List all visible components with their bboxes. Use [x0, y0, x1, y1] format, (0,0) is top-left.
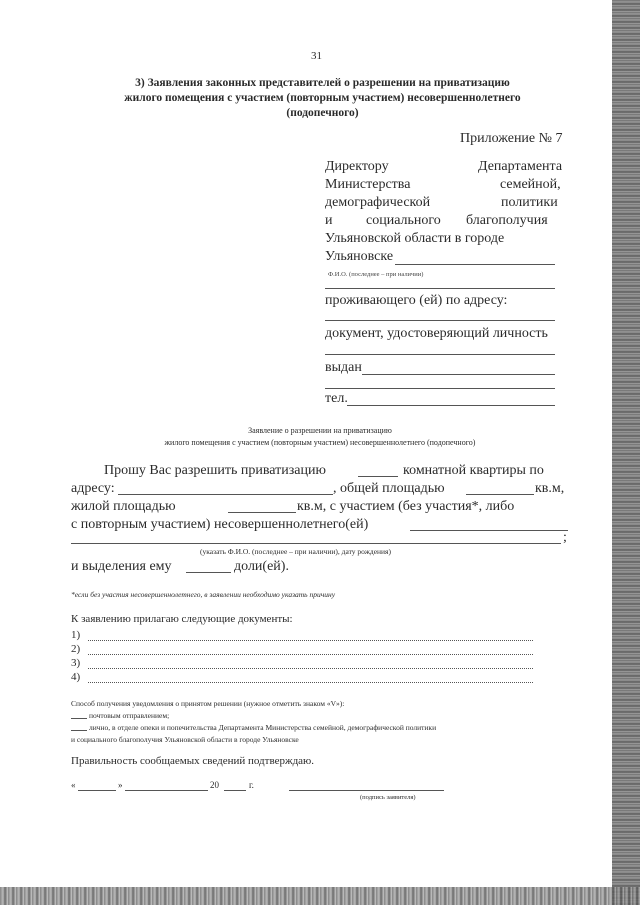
addressee-line4-c: благополучия [466, 213, 548, 228]
attachment-item-1: 1) [71, 629, 81, 641]
body-line1-a: Прошу Вас разрешить приватизацию [104, 463, 326, 478]
date-year-prefix: 20 [210, 780, 219, 790]
attachments-intro: К заявлению прилагаю следующие документы: [71, 613, 293, 625]
date-year-rule [224, 790, 246, 791]
page-number: 31 [311, 50, 322, 62]
issued-label: выдан [325, 360, 362, 375]
confirmation-text: Правильность сообщаемых сведений подтверждаю. [71, 755, 315, 767]
notification-option-2-line2: и социального благополучия Ульяновской области в городе Ульяновске [71, 735, 299, 744]
attachment-rule-4 [88, 682, 533, 683]
body-line5-end: ; [563, 530, 567, 545]
scan-edge-right [612, 0, 640, 905]
issued-rule-2 [325, 388, 555, 389]
addressee-line6: Ульяновске [325, 249, 394, 264]
appendix-label: Приложение № 7 [460, 131, 563, 146]
minor-name-rule [410, 530, 568, 531]
heading-line-2: жилого помещения с участием (повторным участием) несовершеннолетнего [124, 92, 521, 104]
body-line2-c: кв.м, [535, 481, 565, 496]
phone-label: тел. [325, 391, 348, 406]
addressee-line3-right: политики [501, 195, 558, 210]
body-line3-b: кв.м, с участием (без участия*, либо [297, 499, 515, 514]
minor-name-rule-2 [71, 543, 561, 544]
statement-title [0, 425, 640, 449]
addressee-line4-b: социального [366, 213, 441, 228]
issued-rule [362, 374, 555, 375]
addressee-name-rule [395, 264, 555, 265]
scan-edge-bottom [0, 887, 640, 905]
body-line4: с повторным участием) несовершеннолетнего(ей) [71, 517, 369, 532]
attachment-rule-1 [88, 640, 533, 641]
addressee-line2-right: семейной, [500, 177, 561, 192]
notification-option-1: почтовым отправлением; [89, 711, 170, 720]
attachment-item-3: 3) [71, 657, 81, 669]
notification-intro: Способ получения уведомления о принятом решении (нужное отметить знаком «V»): [71, 699, 345, 708]
total-area-rule [466, 494, 534, 495]
attachment-rule-3 [88, 668, 533, 669]
document-label: документ, удостоверяющий личность [325, 326, 548, 341]
signature-rule [289, 790, 444, 791]
notification-option-2-line1: лично, в отделе опеки и попечительства Департамента Министерства семейной, демографической политики [89, 723, 437, 732]
rooms-count-rule [358, 476, 398, 477]
date-day-rule [78, 790, 116, 791]
statement-title-line-2: жилого помещения с участием (повторным участием) несовершеннолетнего (подопечного) [164, 438, 476, 447]
date-year-suffix: г. [249, 780, 254, 790]
addressee-line4-a: и [325, 213, 333, 228]
addressee-line2-left: Министерства [325, 177, 411, 192]
phone-rule [347, 405, 555, 406]
residence-label: проживающего (ей) по адресу: [325, 293, 508, 308]
signature-hint: (подпись заявителя) [360, 794, 416, 801]
body-line6-b: доли(ей). [234, 559, 289, 574]
date-month-rule [125, 790, 208, 791]
section-heading [100, 76, 545, 121]
addressee-fio-hint: Ф.И.О. (последнее – при наличии) [328, 271, 424, 278]
living-area-rule [228, 512, 296, 513]
heading-line-3: (подопечного) [286, 107, 359, 119]
residence-rule [325, 320, 555, 321]
option2-checkbox-rule [71, 730, 87, 731]
body-line6-a: и выделения ему [71, 559, 172, 574]
date-close-quote: » [118, 780, 123, 790]
statement-title-line-1: Заявление о разрешении на приватизацию [248, 426, 392, 435]
heading-line-1: 3) Заявления законных представителей о разрешении на приватизацию [135, 77, 510, 89]
share-rule [186, 572, 231, 573]
addressee-line5: Ульяновской области в городе [325, 231, 505, 246]
attachment-item-2: 2) [71, 643, 81, 655]
attachment-item-4: 4) [71, 671, 81, 683]
addressee-line1-left: Директору [325, 159, 389, 174]
addressee-line1-right: Департамента [478, 159, 563, 174]
minor-fio-hint: (указать Ф.И.О. (последнее – при наличии), дату рождения) [200, 547, 392, 556]
body-line1-b: комнатной квартиры по [403, 463, 544, 478]
date-open-quote: « [71, 780, 76, 790]
footnote: *если без участия несовершеннолетнего, в заявлении необходимо указать причину [71, 590, 336, 599]
body-line2-a: адресу: [71, 481, 115, 496]
addressee-line3-left: демографической [325, 195, 431, 210]
body-line2-b: , общей площадью [333, 481, 445, 496]
document-rule [325, 354, 555, 355]
option1-checkbox-rule [71, 718, 87, 719]
addressee-rule-2 [325, 288, 555, 289]
body-line3-a: жилой площадью [71, 499, 176, 514]
address-rule [118, 494, 333, 495]
attachment-rule-2 [88, 654, 533, 655]
